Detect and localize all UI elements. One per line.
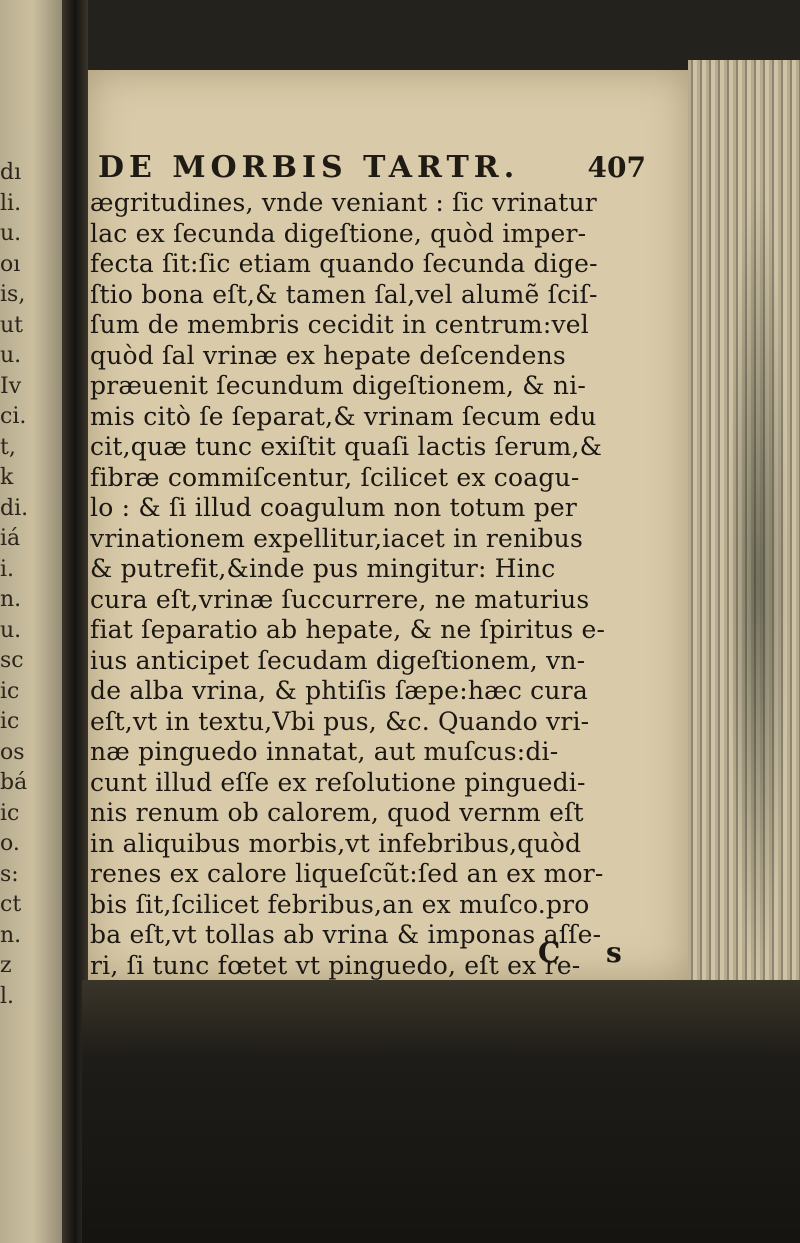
text-line: lac ex ſecunda digeſtione, quòd imper- bbox=[90, 218, 587, 248]
facing-page-fragments bbox=[0, 0, 70, 1243]
margin-fragment: o. bbox=[0, 831, 20, 856]
catchword: C s bbox=[538, 936, 640, 969]
margin-fragment: iá bbox=[0, 526, 21, 551]
text-line: fiat ſeparatio ab hepate, & ne ſpiritus e- bbox=[90, 615, 606, 644]
margin-fragment: ic bbox=[0, 800, 20, 826]
margin-fragment: ut bbox=[0, 312, 24, 338]
text-line: & putrefit,&inde pus mingitur: Hinc bbox=[90, 554, 556, 583]
margin-fragment: oı bbox=[0, 251, 21, 277]
text-line: in aliquibus morbis,vt infebribus,quòd bbox=[90, 828, 582, 858]
margin-fragment: ct bbox=[0, 892, 22, 917]
text-line: cura eſt,vrinæ ſuccurrere, ne maturius bbox=[90, 584, 590, 614]
margin-fragment: n. bbox=[0, 922, 22, 948]
page-number: 407 bbox=[587, 151, 646, 184]
text-line: vrinationem expellitur,iacet in renibus bbox=[90, 523, 584, 553]
text-line: cit,quæ tunc exiſtit quaſi lactis ſerum,& bbox=[90, 432, 603, 461]
text-line: ſum de membris cecidit in centrum:vel bbox=[90, 310, 589, 339]
margin-fragment: z bbox=[0, 953, 12, 978]
margin-fragment: ci. bbox=[0, 404, 27, 429]
margin-fragment: l. bbox=[0, 983, 15, 1009]
text-line: de alba vrina, & phtiſis ſæpe:hæc cura bbox=[90, 676, 588, 705]
bottom-shadow bbox=[82, 980, 800, 1243]
margin-fragment: Iv bbox=[0, 373, 22, 399]
text-line: ba eſt,vt tollas ab vrina & imponas aſſe- bbox=[90, 920, 602, 949]
text-line: næ pinguedo innatat, aut muſcus:di- bbox=[90, 737, 559, 766]
running-head: DE MORBIS TARTR. bbox=[98, 150, 520, 185]
body-text bbox=[88, 188, 688, 1012]
page-header bbox=[92, 150, 652, 190]
margin-fragment: k bbox=[0, 465, 14, 490]
text-line: ſtio bona eſt,& tamen ſal,vel alumẽ ſciſ- bbox=[90, 279, 598, 309]
margin-fragment: s: bbox=[0, 861, 19, 887]
text-line: ius anticipet ſecudam digeſtionem, vn- bbox=[90, 645, 586, 675]
margin-fragment: ic bbox=[0, 678, 20, 704]
margin-fragment: sc bbox=[0, 648, 24, 673]
text-line: eſt,vt in textu,Vbi pus, &c. Quando vri- bbox=[90, 706, 590, 736]
book-page bbox=[88, 70, 688, 980]
margin-fragment: t, bbox=[0, 434, 16, 460]
text-line: ri, ſi tunc fœtet vt pinguedo, eſt ex re- bbox=[90, 950, 581, 980]
text-line: ægritudines, vnde veniant : ſic vrinatur bbox=[90, 188, 597, 217]
margin-fragment: li. bbox=[0, 190, 22, 216]
margin-fragment: bá bbox=[0, 770, 28, 795]
text-line: mis citò ſe ſeparat,& vrinam ſecum edu bbox=[90, 401, 597, 431]
margin-fragment: u. bbox=[0, 617, 22, 643]
margin-fragment: i. bbox=[0, 556, 15, 582]
text-line: renes ex calore liqueſcũt:ſed an ex mor- bbox=[90, 859, 604, 888]
margin-fragment: dı bbox=[0, 160, 22, 185]
margin-fragment: u. bbox=[0, 343, 22, 368]
text-line: fecta ſit:ſic etiam quando ſecunda dige- bbox=[90, 249, 598, 278]
margin-fragment: n. bbox=[0, 587, 22, 612]
margin-fragment: os bbox=[0, 739, 25, 765]
text-line: cunt illud eſſe ex reſolutione pinguedi- bbox=[90, 767, 586, 797]
text-line: nis renum ob calorem, quod vernm eſt bbox=[90, 798, 584, 827]
text-line: fibræ commiſcentur, ſcilicet ex coagu- bbox=[90, 462, 580, 492]
text-line: lo : & ſi illud coagulum non totum per bbox=[90, 493, 578, 522]
margin-fragment: ic bbox=[0, 709, 20, 734]
text-line: bis ſit,ſcilicet febribus,an ex muſco.pro bbox=[90, 889, 590, 919]
text-line: quòd ſal vrinæ ex hepate deſcendens bbox=[90, 340, 566, 370]
text-line: præuenit ſecundum digeſtionem, & ni- bbox=[90, 371, 587, 400]
margin-fragment: u. bbox=[0, 221, 22, 246]
margin-fragment: di. bbox=[0, 495, 29, 521]
margin-fragment: is, bbox=[0, 282, 26, 307]
